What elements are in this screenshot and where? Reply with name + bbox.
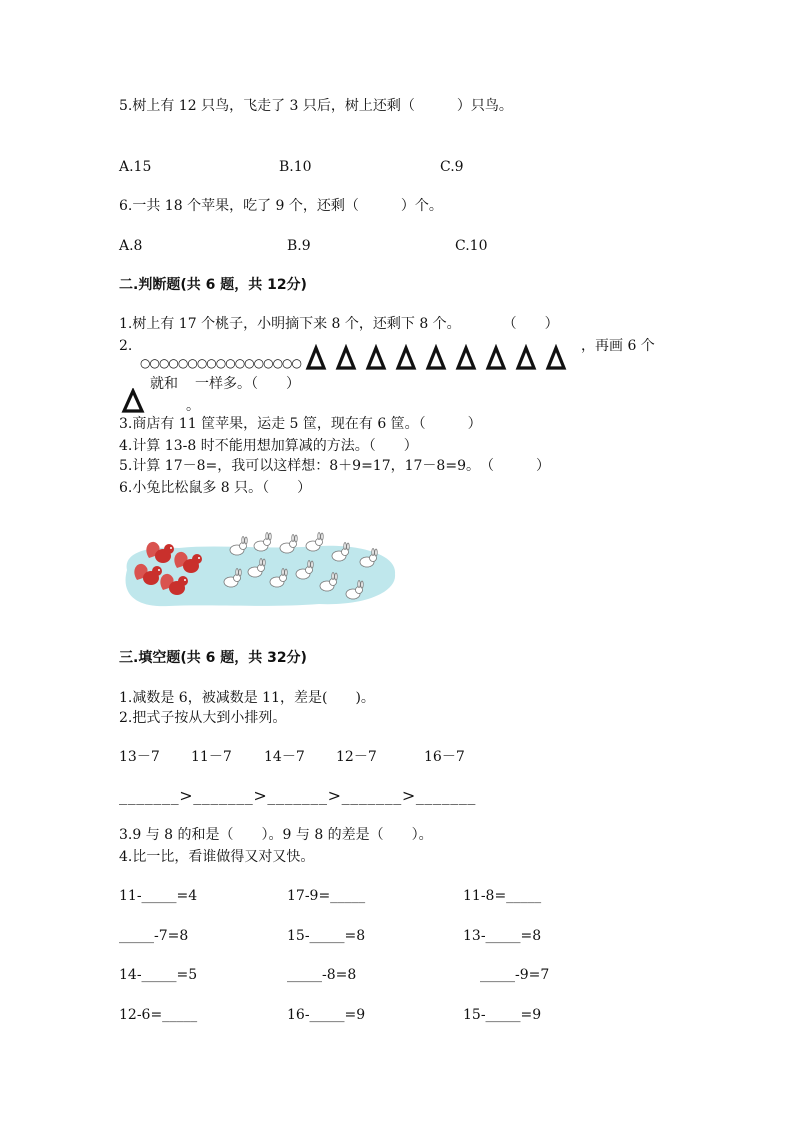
calc-cell: _____-9=7	[480, 967, 550, 983]
q5-option-a: A.15	[119, 159, 152, 175]
q6-option-a: A.8	[119, 238, 143, 254]
fill-item-1: 1.减数是 6，被减数是 11，差是( )。	[119, 690, 375, 706]
squirrels-rabbits-picture	[119, 526, 399, 608]
q5-option-b: B.10	[279, 159, 312, 175]
calc-cell: 12-6=_____	[119, 1007, 198, 1023]
calc-cell: 14-_____=5	[119, 967, 198, 983]
calc-cell: 17-9=_____	[287, 888, 366, 904]
fill-item-4: 4.比一比，看谁做得又对又快。	[119, 849, 315, 865]
section-2-heading: 二.判断题(共 6 题，共 12分)	[119, 277, 307, 293]
calc-cell: 16-_____=9	[287, 1007, 366, 1023]
question-5-stem: 5.树上有 12 只鸟，飞走了 3 只后，树上还剩（ ）只鸟。	[119, 98, 513, 114]
triangle-single-icon	[121, 388, 145, 414]
calc-cell: _____-7=8	[119, 928, 189, 944]
expression-5: 16－7	[424, 749, 465, 765]
order-answer-row: _______>_______>_______>_______>_______	[119, 786, 477, 805]
circle-row: ○○○○○○○○○○○○○○○○○	[140, 356, 302, 370]
judge-item-2-number: 2.	[119, 338, 133, 354]
question-6-stem: 6.一共 18 个苹果，吃了 9 个，还剩（ ）个。	[119, 198, 443, 214]
judge-item-2-continue: ，再画 6 个	[581, 338, 655, 354]
judge-item-2-tail-2: 一样多。（ ）	[195, 376, 300, 392]
expression-2: 11－7	[191, 749, 232, 765]
calc-cell: 11-_____=4	[119, 888, 198, 904]
q6-option-c: C.10	[455, 238, 488, 254]
judge-item-2-end: 。	[186, 398, 200, 414]
q6-option-b: B.9	[287, 238, 311, 254]
calc-cell: 11-8=_____	[463, 888, 542, 904]
fill-item-3: 3.9 与 8 的和是（ ）。9 与 8 的差是（ ）。	[119, 827, 433, 843]
triangle-row-icon	[304, 344, 580, 372]
calc-cell: 15-_____=8	[287, 928, 366, 944]
judge-item-2-tail-1: 就和	[150, 376, 178, 392]
calc-cell: 15-_____=9	[463, 1007, 542, 1023]
fill-item-2: 2.把式子按从大到小排列。	[119, 710, 287, 726]
judge-item-5: 5.计算 17－8=，我可以这样想：8＋9=17，17－8=9。 （ ）	[119, 458, 550, 474]
expression-3: 14－7	[264, 749, 305, 765]
judge-item-6: 6.小兔比松鼠多 8 只。（ ）	[119, 480, 312, 496]
judge-item-4: 4.计算 13-8 时不能用想加算减的方法。（ ）	[119, 438, 418, 454]
judge-item-3: 3.商店有 11 筐苹果，运走 5 筐，现在有 6 筐。（ ）	[119, 416, 482, 432]
calc-cell: 13-_____=8	[463, 928, 542, 944]
expression-1: 13－7	[119, 749, 160, 765]
q5-option-c: C.9	[440, 159, 464, 175]
calc-cell: _____-8=8	[287, 967, 357, 983]
judge-item-1: 1.树上有 17 个桃子，小明摘下来 8 个，还剩下 8 个。 （ ）	[119, 316, 559, 332]
expression-4: 12－7	[336, 749, 377, 765]
section-3-heading: 三.填空题(共 6 题，共 32分)	[119, 650, 307, 666]
